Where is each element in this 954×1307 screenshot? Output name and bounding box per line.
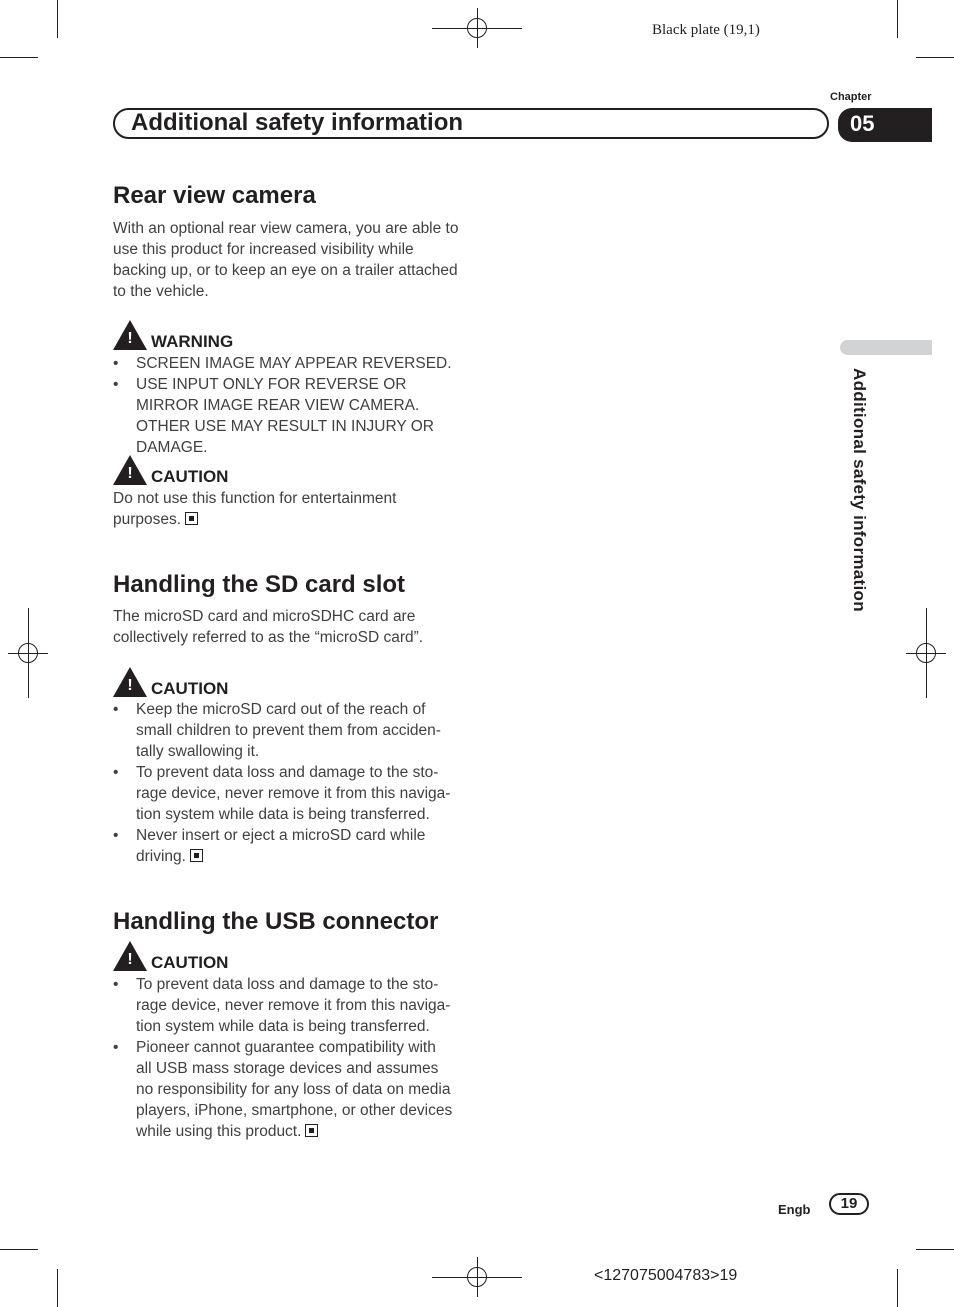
crop-mark: [0, 57, 38, 58]
caution-text-body: Do not use this function for entertainment purposes.: [113, 490, 397, 528]
page-title: Additional safety information: [131, 109, 464, 136]
crop-mark: [897, 1269, 898, 1307]
warning-label: WARNING: [151, 332, 234, 351]
section-title-sd-card: Handling the SD card slot: [113, 571, 406, 598]
exclamation-glyph: !: [127, 951, 133, 968]
registration-mark: [467, 1267, 487, 1287]
crop-mark: [916, 1249, 954, 1250]
registration-mark: [467, 18, 487, 38]
caution-text: [113, 488, 433, 530]
caution-label: CAUTION: [151, 679, 229, 698]
crop-mark: [897, 0, 898, 38]
section-title-rear-camera: Rear view camera: [113, 182, 316, 209]
rear-camera-intro: With an optional rear view camera, you are able to use this product for increased visibility while backing up, or to keep an eye on a trailer attached to the vehicle.: [113, 220, 459, 300]
list-item: • To prevent data loss and damage to the sto- rage device, never remove it from this naviga- tion system while data is being transferred.: [113, 762, 453, 825]
exclamation-glyph: !: [127, 465, 133, 482]
warning-list: [113, 353, 453, 458]
page-number: 19: [829, 1193, 869, 1215]
list-item: • SCREEN IMAGE MAY APPEAR REVERSED.: [113, 353, 453, 374]
sd-card-intro: The microSD card and microSDHC card are collectively referred to as the “microSD card”.: [113, 608, 424, 646]
document-code: <127075004783>19: [594, 1267, 738, 1284]
chapter-label: Chapter: [830, 91, 872, 103]
crop-mark: [916, 57, 954, 58]
caution-label: CAUTION: [151, 953, 229, 972]
end-of-section-icon: [185, 512, 198, 525]
side-tab-label: Additional safety information: [850, 368, 869, 612]
list-item: • To prevent data loss and damage to the sto- rage device, never remove it from this naviga- tion system while data is being transferred.: [113, 974, 453, 1037]
end-of-section-icon: [305, 1124, 318, 1137]
list-item-text: Never insert or eject a microSD card while driving.: [136, 827, 426, 865]
crop-mark: [57, 1269, 58, 1307]
registration-mark: [916, 643, 936, 663]
end-of-section-icon: [190, 849, 203, 862]
list-item: [113, 1037, 453, 1142]
crop-mark: [0, 1249, 38, 1250]
sd-caution-list: [113, 699, 453, 867]
list-item: [113, 825, 453, 867]
section-title-usb: Handling the USB connector: [113, 908, 439, 935]
side-tab: [840, 340, 932, 355]
registration-mark: [18, 643, 38, 663]
usb-caution-list: [113, 974, 453, 1142]
list-item: • USE INPUT ONLY FOR REVERSE OR MIRROR IMAGE REAR VIEW CAMERA. OTHER USE MAY RESULT IN INJURY OR DAMAGE.: [113, 374, 453, 458]
list-item: • Keep the microSD card out of the reach of small children to prevent them from acciden- tally swallowing it.: [113, 699, 453, 762]
crop-mark: [57, 0, 58, 38]
plate-info: Black plate (19,1): [652, 22, 760, 38]
caution-label: CAUTION: [151, 467, 229, 486]
language-code: Engb: [778, 1202, 811, 1217]
chapter-number: 05: [850, 111, 875, 136]
exclamation-glyph: !: [127, 330, 133, 347]
list-item-text: Pioneer cannot guarantee compatibility with all USB mass storage devices and assumes no responsibility for any loss of data on media players, iPhone, smartphone, or other devices while using this product.: [136, 1039, 453, 1140]
exclamation-glyph: !: [127, 677, 133, 694]
